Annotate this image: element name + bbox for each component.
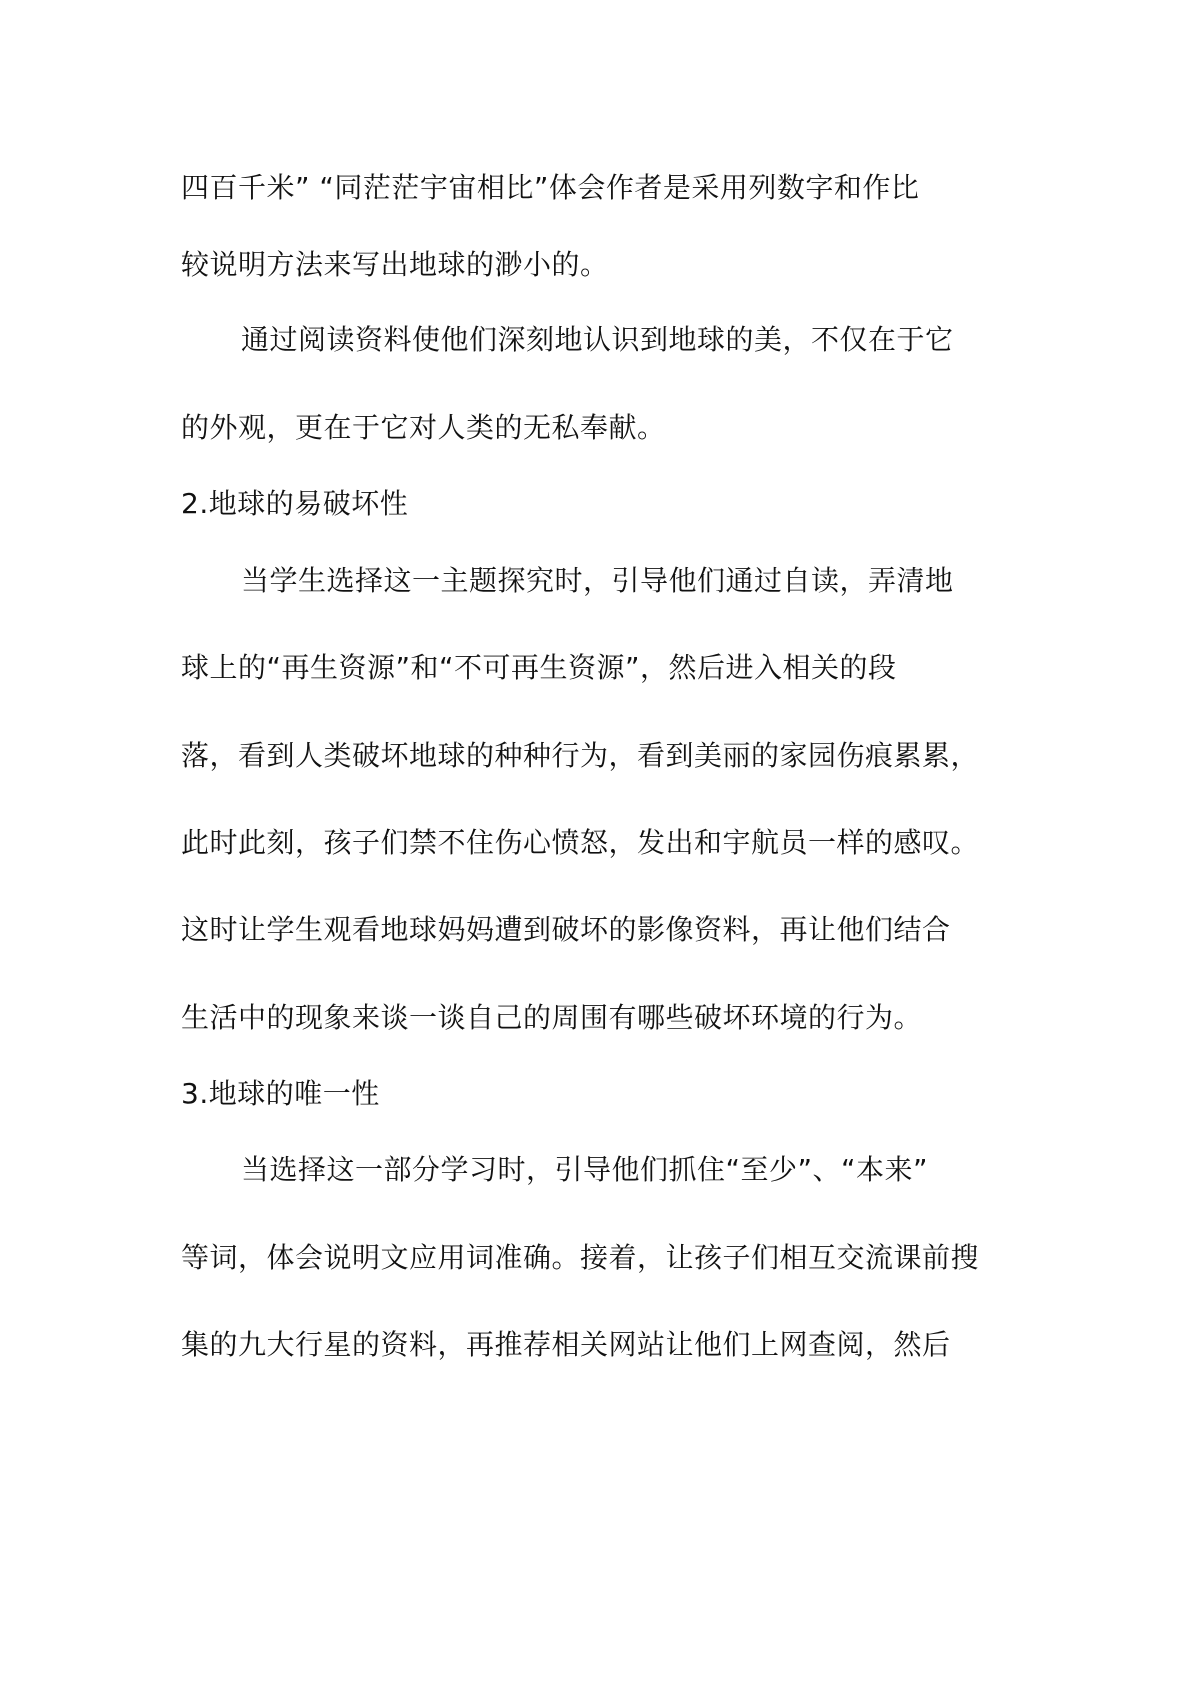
paragraph-line: 四百千米” “同茫茫宇宙相比”体会作者是采用列数字和作比 xyxy=(181,171,920,204)
paragraph-line: 球上的“再生资源”和“不可再生资源”，然后进入相关的段 xyxy=(181,651,897,684)
paragraph-line: 当学生选择这一主题探究时，引导他们通过自读，弄清地 xyxy=(241,564,954,597)
section-heading: 2.地球的易破坏性 xyxy=(181,487,409,520)
paragraph-line: 的外观，更在于它对人类的无私奉献。 xyxy=(181,411,666,444)
paragraph-line: 这时让学生观看地球妈妈遭到破坏的影像资料，再让他们结合 xyxy=(181,913,951,946)
paragraph-line: 当选择这一部分学习时，引导他们抓住“至少”、“本来” xyxy=(241,1153,929,1186)
paragraph-line: 通过阅读资料使他们深刻地认识到地球的美，不仅在于它 xyxy=(241,323,954,356)
section-heading: 3.地球的唯一性 xyxy=(181,1077,380,1110)
paragraph-line: 集的九大行星的资料，再推荐相关网站让他们上网查阅，然后 xyxy=(181,1328,951,1361)
paragraph-line: 等词，体会说明文应用词准确。接着，让孩子们相互交流课前搜 xyxy=(181,1241,980,1274)
paragraph-line: 落，看到人类破坏地球的种种行为，看到美丽的家园伤痕累累， xyxy=(181,739,980,772)
paragraph-line: 生活中的现象来谈一谈自己的周围有哪些破坏环境的行为。 xyxy=(181,1001,923,1034)
paragraph-line: 较说明方法来写出地球的渺小的。 xyxy=(181,248,609,281)
paragraph-line: 此时此刻，孩子们禁不住伤心愤怒，发出和宇航员一样的感叹。 xyxy=(181,826,980,859)
